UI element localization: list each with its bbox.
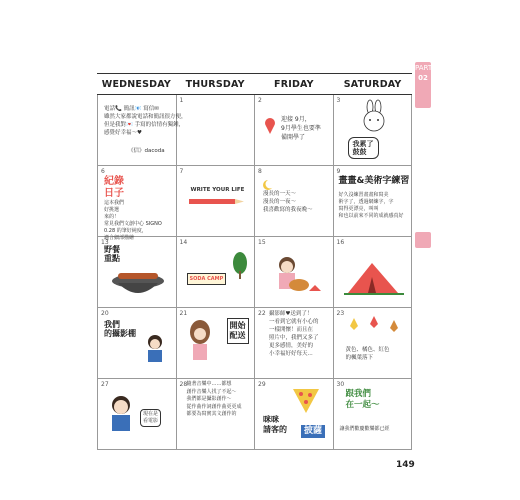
day-cell-20	[98, 308, 177, 379]
day-cell-13	[98, 237, 177, 308]
day-cell-letter	[98, 95, 187, 166]
day-cell-6	[98, 166, 177, 241]
tired-label: 我累了 鼓鼓	[348, 137, 379, 159]
day-cell-7	[177, 166, 256, 237]
pin-icon	[263, 117, 277, 135]
record-title: 紀錄	[104, 176, 124, 187]
day-cell-3	[334, 95, 413, 166]
together-note: 讓我們歡慶歡樂都已經	[339, 426, 390, 432]
day-cell-1	[177, 95, 256, 166]
picnic-title: 野餐 重點	[104, 245, 120, 263]
studio-title: 我們 的攝影棚	[104, 320, 136, 338]
letter-note: 電話📞 簡訊📧 寫信✉ 雖然大家都說電話和簡訊很方便， 但是我對💌 手寫的信情有獨鍾， 感覺好幸福～♥	[104, 106, 187, 136]
day-cell-15	[255, 237, 334, 308]
section-tab	[415, 232, 431, 248]
weekday-saturday: SATURDAY	[343, 79, 402, 90]
page-number: 149	[396, 460, 415, 470]
leaves-note: 黃色、橘色、紅色 的楓葉落下	[345, 347, 390, 361]
leaves-icon	[344, 314, 404, 338]
bunny-icon	[359, 101, 389, 133]
grill-icon	[106, 269, 170, 303]
day-number: 2	[258, 97, 262, 104]
day-number: 30	[336, 381, 345, 388]
pizza-tag: 披薩	[301, 425, 325, 438]
drawing-note: 好久沒練習畫畫和寫美 術字了，透過網練字，字 寫得更漂亮，叫叫 和也以前來不同的成就感真好	[338, 192, 404, 219]
soda-camp-sign: SODA CAMP	[187, 273, 227, 285]
day-cell-14	[177, 237, 256, 308]
day-number: 16	[336, 239, 345, 246]
day-cell-2	[255, 95, 334, 166]
pizza-icon	[291, 385, 321, 415]
day-number: 3	[336, 97, 341, 104]
treat-title: 咪咪 請客的	[263, 415, 287, 434]
person-icon	[142, 332, 168, 362]
music-note: 隨著音樂中……都想 創作音樂人找了不起～ 我們都是攝影創作～ 從作曲作詞創作曲更更成 都要為寫實其文創作的	[186, 381, 242, 417]
day-number: 8	[258, 168, 262, 175]
day-number: 9	[336, 168, 341, 175]
day-cell-28	[177, 379, 256, 450]
day-number: 13	[101, 239, 109, 246]
movie-note: 現在是 看電影	[140, 409, 161, 427]
day-cell-27	[98, 379, 177, 450]
day-cell-29	[255, 379, 334, 450]
day-number: 22	[258, 310, 266, 317]
day-number: 15	[258, 239, 266, 246]
calendar	[97, 73, 412, 450]
weekday-header	[97, 73, 412, 95]
part-tab	[415, 62, 431, 108]
day-cell-8	[255, 166, 334, 237]
write-your-life: WRITE YOUR LIFE	[190, 187, 245, 193]
pencil-icon	[189, 198, 245, 206]
day-cell-9	[334, 166, 413, 237]
days-title: 日子	[104, 188, 124, 199]
day-cell-21	[177, 308, 256, 379]
guitar-girl-icon	[265, 251, 325, 301]
girl-icon	[185, 318, 215, 368]
pen-note: 這本我們 好挑選 來的！ 常見我們文創中心 SIGNO 0.28 的筆好純度， 適合細部描繪	[104, 200, 162, 241]
calendar-grid	[97, 95, 412, 450]
part-number: 02	[418, 74, 428, 82]
day-number: 6	[101, 168, 105, 175]
weekday-thursday: THURSDAY	[185, 79, 245, 90]
camera-note: 攝影師♥送到了！ 一看到它就有小心的 一樣開懷！而且在 照片中，我們又多了 更多感情，美好的 小幸福好好每天...	[269, 311, 319, 357]
together-title: 跟我們 在一起～	[345, 389, 380, 410]
day-cell-16	[334, 237, 413, 308]
boy-icon	[106, 393, 136, 433]
day-number: 21	[179, 310, 188, 317]
day-cell-22	[255, 308, 334, 379]
drawing-title: 畫畫&美術字練習	[338, 176, 410, 186]
letter-sign: 《信》dacoda	[128, 148, 165, 154]
weekday-friday: FRIDAY	[274, 79, 314, 90]
school-note: 迎接 9月， 9月學生也要準 備開學了	[281, 116, 321, 141]
day-number: 28	[179, 381, 188, 388]
weekday-wednesday: WEDNESDAY	[101, 79, 171, 90]
tent-icon	[342, 259, 406, 299]
tree-icon	[225, 251, 255, 281]
day-number: 20	[101, 310, 109, 317]
day-number: 23	[336, 310, 345, 317]
day-number: 29	[258, 381, 266, 388]
day-number: 27	[101, 381, 109, 388]
day-number: 14	[179, 239, 188, 246]
delivery-label: 開始 配送	[227, 318, 249, 344]
day-number: 7	[179, 168, 184, 175]
day-cell-23	[334, 308, 413, 379]
day-number: 1	[179, 97, 184, 104]
part-label: PART	[415, 64, 433, 72]
night-note: 漫長的一天～ 漫長的一夜～ 我喜歡寫的我夜晚～	[263, 191, 313, 213]
day-cell-30	[334, 379, 413, 450]
